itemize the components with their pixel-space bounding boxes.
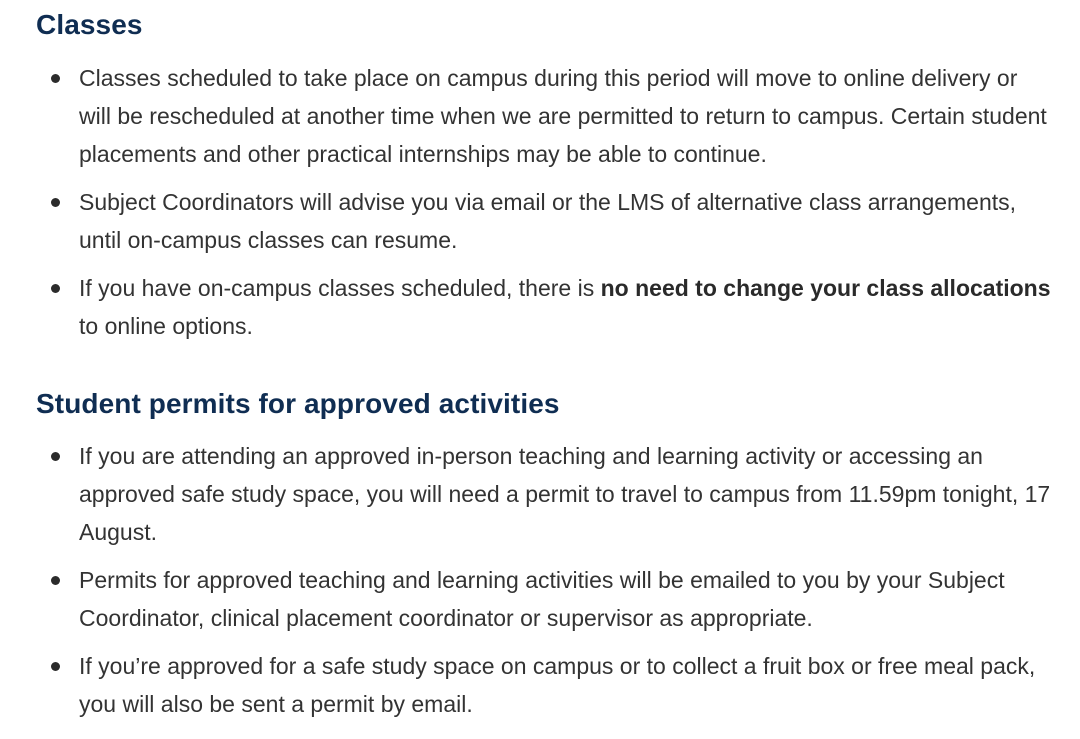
list-item-text: Subject Coordinators will advise you via email or the LMS of alternative class arrangements, until on-campus classes can resume. (79, 189, 1017, 253)
list-item (0, 437, 1080, 551)
classes-heading: Classes (36, 9, 143, 40)
list-item-text: If you are attending an approved in-person teaching and learning activity or accessing an approved safe study space, you will need a permit to travel to campus from 11.59pm tonight, 17 August. (79, 443, 1051, 545)
list-item (0, 561, 1080, 637)
list-item (0, 647, 1080, 723)
list-item (0, 59, 1080, 173)
list-item-text: If you’re approved for a safe study space on campus or to collect a fruit box or free meal pack, you will also be sent a permit by email. (79, 653, 1036, 717)
bullet-icon (51, 452, 60, 461)
list-item (0, 269, 1080, 345)
list-item-text-after: to online options. (79, 313, 253, 339)
list-item-text: Classes scheduled to take place on campus during this period will move to online delivery or will be rescheduled at another time when we are permitted to return to campus. Certain student placements and other practical internships may be able to continue. (79, 65, 1047, 167)
student-permits-heading: Student permits for approved activities (36, 388, 560, 419)
list-item-text: Permits for approved teaching and learning activities will be emailed to you by your Subject Coordinator, clinical placement coordinator or supervisor as appropriate. (79, 567, 1005, 631)
student-permits-list (0, 437, 1080, 723)
bullet-icon (51, 74, 60, 83)
bullet-icon (51, 284, 60, 293)
list-item-text-before: If you have on-campus classes scheduled, there is (79, 275, 601, 301)
list-item (0, 183, 1080, 259)
emphasis-text: no need to change your class allocations (600, 275, 1051, 301)
bullet-icon (51, 576, 60, 585)
bullet-icon (51, 662, 60, 671)
list-item-text (79, 275, 1051, 339)
bullet-icon (51, 198, 60, 207)
classes-list (0, 59, 1080, 345)
